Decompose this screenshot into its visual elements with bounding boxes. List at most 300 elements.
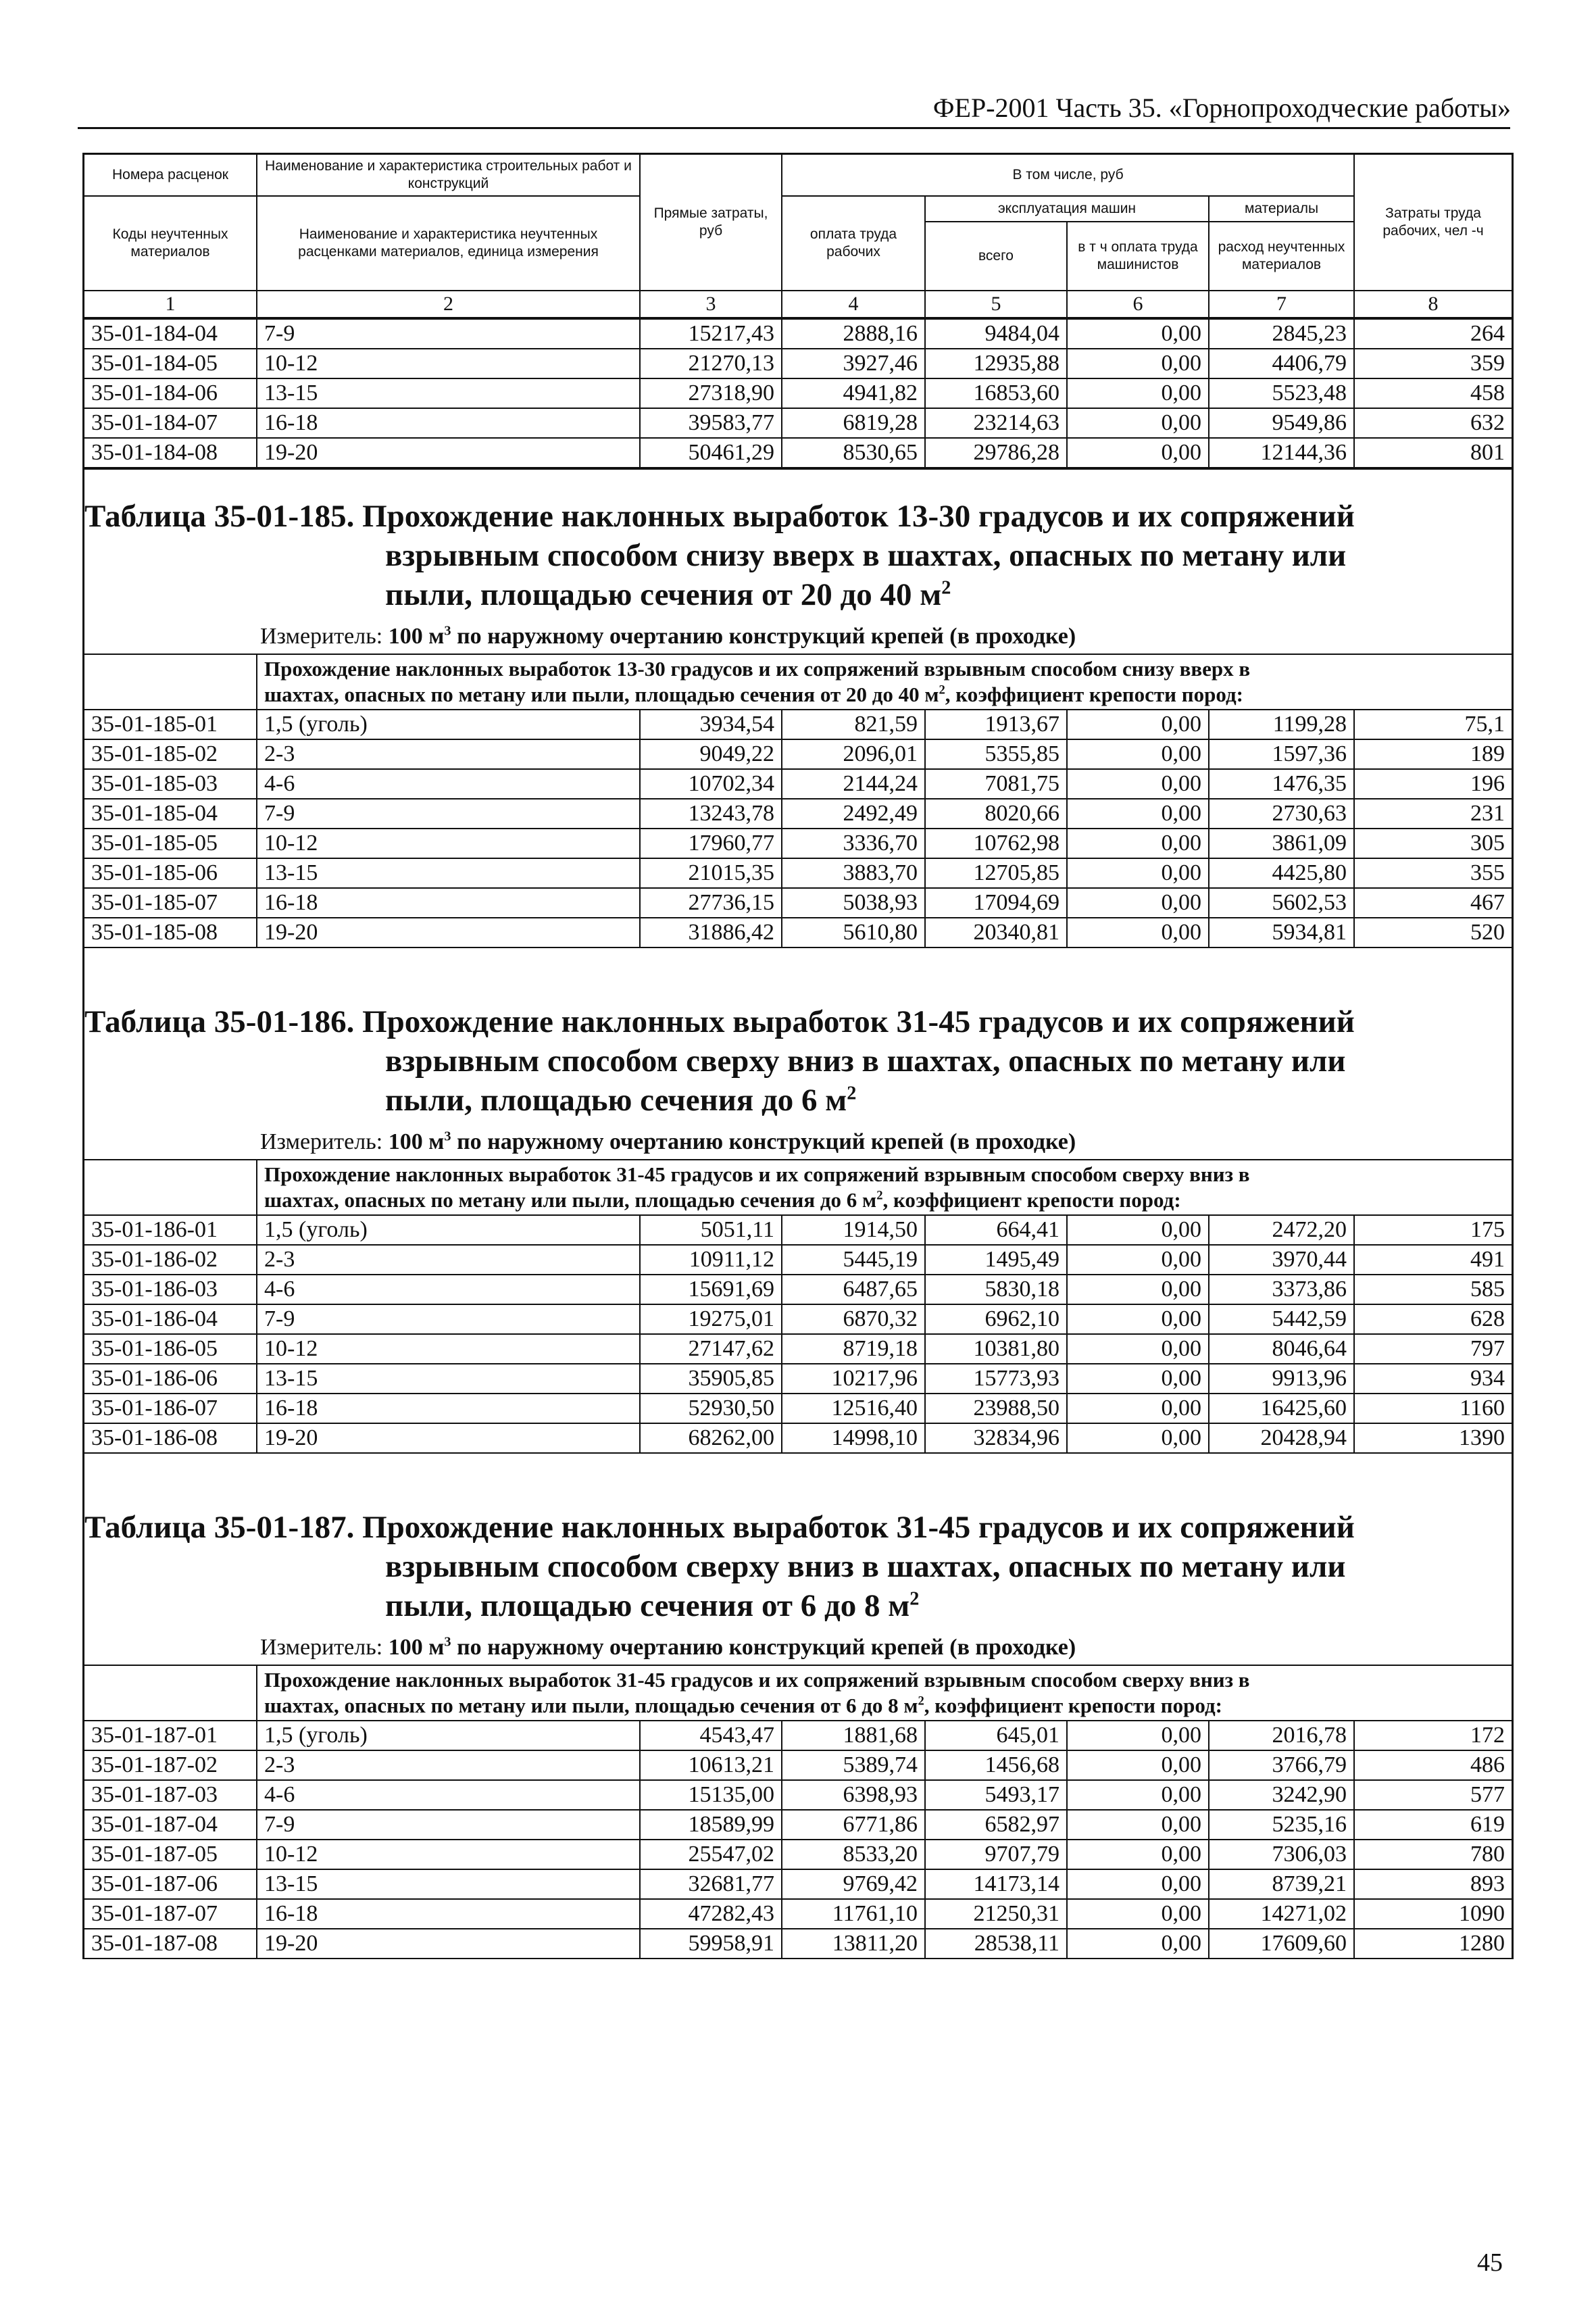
description-superscript: 2 (918, 1694, 924, 1708)
cell-machines-total: 10762,98 (925, 829, 1067, 858)
cell-material-consumption: 1597,36 (1209, 739, 1354, 769)
cell-direct-costs: 21015,35 (640, 858, 782, 888)
cell-direct-costs: 27736,15 (640, 888, 782, 918)
cell-labor-hours: 934 (1354, 1364, 1512, 1394)
cell-direct-costs: 15217,43 (640, 319, 782, 349)
cell-work-characteristic: 16-18 (257, 888, 640, 918)
cell-material-consumption: 12144,36 (1209, 438, 1354, 468)
table-35-01-184-rows (84, 318, 1512, 468)
cell-work-characteristic: 1,5 (уголь) (257, 1215, 640, 1245)
column-number: 2 (257, 291, 640, 318)
table-caption (84, 497, 1512, 614)
cell-rate-code: 35-01-186-01 (84, 1215, 257, 1245)
cell-labor-hours: 231 (1354, 799, 1512, 829)
cell-labor-hours: 585 (1354, 1275, 1512, 1304)
cell-machinist-pay: 0,00 (1067, 1869, 1209, 1899)
measure-label: Измеритель: (260, 623, 383, 649)
title-superscript: 2 (941, 576, 951, 598)
cell-machines-total: 6962,10 (925, 1304, 1067, 1334)
cell-machinist-pay: 0,00 (1067, 1780, 1209, 1810)
cell-work-characteristic: 13-15 (257, 1869, 640, 1899)
cell-rate-code: 35-01-185-02 (84, 739, 257, 769)
cell-material-consumption: 3970,44 (1209, 1245, 1354, 1275)
cell-machinist-pay: 0,00 (1067, 1721, 1209, 1750)
cell-machinist-pay: 0,00 (1067, 1304, 1209, 1334)
rate-table (84, 1159, 1512, 1454)
rate-table (84, 654, 1512, 948)
cell-direct-costs: 10613,21 (640, 1750, 782, 1780)
cell-machines-total: 5830,18 (925, 1275, 1067, 1304)
cell-machinist-pay: 0,00 (1067, 1215, 1209, 1245)
cell-material-consumption: 2845,23 (1209, 319, 1354, 349)
cell-rate-code: 35-01-185-01 (84, 710, 257, 739)
cell-material-consumption: 3242,90 (1209, 1780, 1354, 1810)
table-title-line-2: взрывным способом снизу вверх в шахтах, опасных по метану или (385, 537, 1347, 573)
description-superscript: 2 (876, 1188, 883, 1203)
table-caption (84, 1002, 1512, 1120)
cell-rate-code: 35-01-186-04 (84, 1304, 257, 1334)
cell-labor-hours: 632 (1354, 408, 1512, 438)
cell-direct-costs: 10911,12 (640, 1245, 782, 1275)
column-header (84, 153, 1512, 318)
cell-machinist-pay: 0,00 (1067, 438, 1209, 468)
cell-machinist-pay: 0,00 (1067, 1364, 1209, 1394)
cell-machinist-pay: 0,00 (1067, 858, 1209, 888)
cell-machines-total: 1495,49 (925, 1245, 1067, 1275)
cell-direct-costs: 21270,13 (640, 349, 782, 378)
cell-rate-code: 35-01-184-07 (84, 408, 257, 438)
cell-rate-code: 35-01-187-04 (84, 1810, 257, 1840)
cell-direct-costs: 47282,43 (640, 1899, 782, 1929)
section-description (257, 1160, 1512, 1215)
title-superscript: 2 (847, 1082, 857, 1104)
table-label: Таблица 35-01-185. (84, 498, 355, 534)
cell-machines-total: 28538,11 (925, 1929, 1067, 1959)
cell-material-consumption: 5442,59 (1209, 1304, 1354, 1334)
measure-unit: 100 м (388, 1129, 445, 1154)
cell-labor-hours: 172 (1354, 1721, 1512, 1750)
header-material-codes: Коды неучтенных материалов (84, 196, 257, 291)
description-line-1: Прохождение наклонных выработок 31-45 градусов и их сопряжений взрывным способом сверху вниз в (264, 1667, 1250, 1692)
cell-machines-total: 12705,85 (925, 858, 1067, 888)
cell-machines-total: 15773,93 (925, 1364, 1067, 1394)
cell-machines-total: 5493,17 (925, 1780, 1067, 1810)
cell-rate-code: 35-01-186-05 (84, 1334, 257, 1364)
cell-labor-hours: 305 (1354, 829, 1512, 858)
header-rate-numbers: Номера расценок (84, 154, 257, 197)
cell-work-characteristic: 7-9 (257, 799, 640, 829)
cell-work-characteristic: 10-12 (257, 349, 640, 378)
cell-direct-costs: 39583,77 (640, 408, 782, 438)
header-labor-pay: оплата труда рабочих (782, 196, 925, 291)
cell-labor-pay: 3336,70 (782, 829, 925, 858)
cell-rate-code: 35-01-187-06 (84, 1869, 257, 1899)
column-number: 4 (782, 291, 925, 318)
cell-rate-code: 35-01-186-02 (84, 1245, 257, 1275)
cell-machinist-pay: 0,00 (1067, 918, 1209, 947)
cell-machinist-pay: 0,00 (1067, 1929, 1209, 1959)
cell-labor-pay: 6819,28 (782, 408, 925, 438)
cell-material-consumption: 3861,09 (1209, 829, 1354, 858)
cell-labor-hours: 175 (1354, 1215, 1512, 1245)
cell-work-characteristic: 16-18 (257, 408, 640, 438)
cell-material-consumption: 2472,20 (1209, 1215, 1354, 1245)
rate-table-section (84, 468, 1512, 948)
cell-material-consumption: 5235,16 (1209, 1810, 1354, 1840)
cell-material-consumption: 3373,86 (1209, 1275, 1354, 1304)
table-row (84, 1423, 1512, 1453)
cell-direct-costs: 25547,02 (640, 1840, 782, 1869)
cell-machines-total: 17094,69 (925, 888, 1067, 918)
table-row (84, 1810, 1512, 1840)
cell-rate-code: 35-01-187-03 (84, 1780, 257, 1810)
cell-labor-hours: 797 (1354, 1334, 1512, 1364)
cell-labor-pay: 9769,42 (782, 1869, 925, 1899)
header-machines-total: всего (925, 222, 1067, 291)
cell-work-characteristic: 13-15 (257, 858, 640, 888)
table-label: Таблица 35-01-187. (84, 1509, 355, 1545)
cell-direct-costs: 50461,29 (640, 438, 782, 468)
cell-rate-code: 35-01-185-06 (84, 858, 257, 888)
cell-labor-hours: 264 (1354, 319, 1512, 349)
cell-machines-total: 645,01 (925, 1721, 1067, 1750)
cell-rate-code: 35-01-184-05 (84, 349, 257, 378)
cell-labor-pay: 3883,70 (782, 858, 925, 888)
table-title-line-1: Прохождение наклонных выработок 13-30 градусов и их сопряжений (362, 498, 1355, 534)
cell-labor-hours: 780 (1354, 1840, 1512, 1869)
table-title-line-1: Прохождение наклонных выработок 31-45 градусов и их сопряжений (362, 1004, 1355, 1039)
table-row (84, 1334, 1512, 1364)
column-number: 3 (640, 291, 782, 318)
cell-labor-hours: 1090 (1354, 1899, 1512, 1929)
measure-superscript: 3 (444, 623, 451, 639)
table-title-line-3: пыли, площадью сечения до 6 м (385, 1082, 847, 1118)
table-row (84, 739, 1512, 769)
cell-rate-code: 35-01-187-05 (84, 1840, 257, 1869)
cell-direct-costs: 35905,85 (640, 1364, 782, 1394)
cell-machines-total: 32834,96 (925, 1423, 1067, 1453)
cell-rate-code: 35-01-185-05 (84, 829, 257, 858)
cell-rate-code: 35-01-187-01 (84, 1721, 257, 1750)
table-title-line-1: Прохождение наклонных выработок 31-45 градусов и их сопряжений (362, 1509, 1355, 1545)
description-suffix: , коэффициент крепости пород: (924, 1693, 1222, 1717)
cell-material-consumption: 8046,64 (1209, 1334, 1354, 1364)
cell-machinist-pay: 0,00 (1067, 349, 1209, 378)
cell-machines-total: 1913,67 (925, 710, 1067, 739)
table-row (84, 799, 1512, 829)
rate-table (84, 1665, 1512, 1959)
cell-machines-total: 20340,81 (925, 918, 1067, 947)
cell-machinist-pay: 0,00 (1067, 1394, 1209, 1423)
cell-labor-hours: 359 (1354, 349, 1512, 378)
cell-machines-total: 664,41 (925, 1215, 1067, 1245)
cell-material-consumption: 14271,02 (1209, 1899, 1354, 1929)
cell-direct-costs: 52930,50 (640, 1394, 782, 1423)
cell-machines-total: 12935,88 (925, 349, 1067, 378)
rates-sheet (82, 153, 1514, 1959)
cell-labor-hours: 619 (1354, 1810, 1512, 1840)
table-label: Таблица 35-01-186. (84, 1004, 355, 1039)
table-row (84, 888, 1512, 918)
cell-rate-code: 35-01-185-08 (84, 918, 257, 947)
cell-labor-hours: 75,1 (1354, 710, 1512, 739)
cell-labor-hours: 491 (1354, 1245, 1512, 1275)
cell-machinist-pay: 0,00 (1067, 1810, 1209, 1840)
cell-labor-pay: 2096,01 (782, 739, 925, 769)
cell-machines-total: 1456,68 (925, 1750, 1067, 1780)
cell-material-consumption: 20428,94 (1209, 1423, 1354, 1453)
cell-labor-pay: 4941,82 (782, 378, 925, 408)
cell-labor-pay: 6771,86 (782, 1810, 925, 1840)
measure-superscript: 3 (444, 1129, 451, 1144)
cell-machines-total: 21250,31 (925, 1899, 1067, 1929)
header-work-name: Наименование и характеристика строительных работ и конструкций (257, 154, 640, 197)
cell-direct-costs: 18589,99 (640, 1810, 782, 1840)
cell-direct-costs: 5051,11 (640, 1215, 782, 1245)
cell-labor-hours: 628 (1354, 1304, 1512, 1334)
cell-machines-total: 9484,04 (925, 319, 1067, 349)
description-line-1: Прохождение наклонных выработок 31-45 градусов и их сопряжений взрывным способом сверху вниз в (264, 1162, 1250, 1186)
cell-labor-pay: 12516,40 (782, 1394, 925, 1423)
header-material-consumption: расход неучтенных материалов (1209, 222, 1354, 291)
cell-work-characteristic: 19-20 (257, 1423, 640, 1453)
cell-material-consumption: 5523,48 (1209, 378, 1354, 408)
cell-machinist-pay: 0,00 (1067, 1423, 1209, 1453)
cell-rate-code: 35-01-186-08 (84, 1423, 257, 1453)
cell-machinist-pay: 0,00 (1067, 769, 1209, 799)
cell-labor-pay: 2492,49 (782, 799, 925, 829)
cell-direct-costs: 59958,91 (640, 1929, 782, 1959)
cell-rate-code: 35-01-185-07 (84, 888, 257, 918)
description-line-1: Прохождение наклонных выработок 13-30 градусов и их сопряжений взрывным способом снизу вверх в (264, 656, 1251, 681)
cell-machines-total: 29786,28 (925, 438, 1067, 468)
column-number: 7 (1209, 291, 1354, 318)
table-title-line-3: пыли, площадью сечения от 20 до 40 м (385, 576, 942, 612)
cell-machines-total: 7081,75 (925, 769, 1067, 799)
header-including: В том числе, руб (782, 154, 1354, 197)
cell-work-characteristic: 2-3 (257, 1245, 640, 1275)
cell-labor-pay: 8533,20 (782, 1840, 925, 1869)
cell-labor-pay: 2144,24 (782, 769, 925, 799)
cell-labor-hours: 189 (1354, 739, 1512, 769)
section-description (257, 1665, 1512, 1721)
cell-direct-costs: 68262,00 (640, 1423, 782, 1453)
cell-direct-costs: 17960,77 (640, 829, 782, 858)
cell-rate-code: 35-01-185-03 (84, 769, 257, 799)
cell-direct-costs: 15135,00 (640, 1780, 782, 1810)
cell-labor-hours: 577 (1354, 1780, 1512, 1810)
cell-work-characteristic: 10-12 (257, 1840, 640, 1869)
cell-machinist-pay: 0,00 (1067, 1750, 1209, 1780)
cell-work-characteristic: 2-3 (257, 739, 640, 769)
cell-machines-total: 16853,60 (925, 378, 1067, 408)
cell-machines-total: 10381,80 (925, 1334, 1067, 1364)
table-row (84, 1869, 1512, 1899)
cell-machinist-pay: 0,00 (1067, 1334, 1209, 1364)
cell-work-characteristic: 13-15 (257, 1364, 640, 1394)
rate-table-section (84, 948, 1512, 1454)
cell-direct-costs: 19275,01 (640, 1304, 782, 1334)
measure-text: по наружному очертанию конструкций крепей (в проходке) (457, 1129, 1076, 1154)
cell-rate-code: 35-01-184-08 (84, 438, 257, 468)
header-rule (78, 127, 1510, 129)
table-row (84, 1215, 1512, 1245)
cell-labor-hours: 520 (1354, 918, 1512, 947)
cell-material-consumption: 7306,03 (1209, 1840, 1354, 1869)
table-row (84, 1899, 1512, 1929)
table-row (84, 918, 1512, 947)
cell-machines-total: 8020,66 (925, 799, 1067, 829)
table-row (84, 1364, 1512, 1394)
cell-material-consumption: 9549,86 (1209, 408, 1354, 438)
cell-labor-hours: 1160 (1354, 1394, 1512, 1423)
table-row (84, 1245, 1512, 1275)
column-number: 8 (1354, 291, 1512, 318)
cell-machinist-pay: 0,00 (1067, 1899, 1209, 1929)
cell-material-consumption: 8739,21 (1209, 1869, 1354, 1899)
cell-labor-hours: 458 (1354, 378, 1512, 408)
running-head: ФЕР-2001 Часть 35. «Горнопроходческие работы» (932, 93, 1511, 123)
cell-material-consumption: 5602,53 (1209, 888, 1354, 918)
table-row (84, 829, 1512, 858)
cell-work-characteristic: 7-9 (257, 1810, 640, 1840)
header-labor-hours: Затраты труда рабочих, чел -ч (1354, 154, 1512, 291)
cell-machines-total: 23214,63 (925, 408, 1067, 438)
table-row (84, 408, 1512, 438)
cell-material-consumption: 4425,80 (1209, 858, 1354, 888)
table-row (84, 1780, 1512, 1810)
cell-material-consumption: 4406,79 (1209, 349, 1354, 378)
description-line-2: шахтах, опасных по метану или пыли, площадью сечения до 6 м (264, 1187, 877, 1212)
cell-work-characteristic: 19-20 (257, 1929, 640, 1959)
cell-work-characteristic: 2-3 (257, 1750, 640, 1780)
measure-unit-line (84, 1125, 1512, 1159)
cell-rate-code: 35-01-186-06 (84, 1364, 257, 1394)
cell-material-consumption: 2016,78 (1209, 1721, 1354, 1750)
description-line-2: шахтах, опасных по метану или пыли, площадью сечения от 20 до 40 м (264, 682, 939, 706)
description-line-2: шахтах, опасных по метану или пыли, площадью сечения от 6 до 8 м (264, 1693, 918, 1717)
cell-material-consumption: 16425,60 (1209, 1394, 1354, 1423)
column-number: 1 (84, 291, 257, 318)
cell-machinist-pay: 0,00 (1067, 888, 1209, 918)
cell-direct-costs: 10702,34 (640, 769, 782, 799)
cell-machinist-pay: 0,00 (1067, 1245, 1209, 1275)
table-row (84, 1304, 1512, 1334)
cell-machines-total: 23988,50 (925, 1394, 1067, 1423)
cell-material-consumption: 2730,63 (1209, 799, 1354, 829)
cell-labor-hours: 486 (1354, 1750, 1512, 1780)
table-row (84, 1275, 1512, 1304)
cell-direct-costs: 4543,47 (640, 1721, 782, 1750)
cell-direct-costs: 3934,54 (640, 710, 782, 739)
table-row (84, 710, 1512, 739)
cell-labor-pay: 2888,16 (782, 319, 925, 349)
description-superscript: 2 (939, 683, 945, 697)
cell-labor-pay: 5038,93 (782, 888, 925, 918)
cell-machinist-pay: 0,00 (1067, 1840, 1209, 1869)
cell-work-characteristic: 4-6 (257, 1780, 640, 1810)
cell-machinist-pay: 0,00 (1067, 408, 1209, 438)
table-row (84, 319, 1512, 349)
cell-work-characteristic: 13-15 (257, 378, 640, 408)
measure-text: по наружному очертанию конструкций крепей (в проходке) (457, 1634, 1076, 1660)
cell-labor-hours: 467 (1354, 888, 1512, 918)
cell-work-characteristic: 16-18 (257, 1394, 640, 1423)
cell-direct-costs: 32681,77 (640, 1869, 782, 1899)
cell-material-consumption: 17609,60 (1209, 1929, 1354, 1959)
rate-table-section (84, 1454, 1512, 1959)
measure-text: по наружному очертанию конструкций крепей (в проходке) (457, 623, 1076, 649)
cell-work-characteristic: 1,5 (уголь) (257, 1721, 640, 1750)
cell-labor-pay: 14998,10 (782, 1423, 925, 1453)
measure-label: Измеритель: (260, 1129, 383, 1154)
cell-material-consumption: 3766,79 (1209, 1750, 1354, 1780)
cell-rate-code: 35-01-184-06 (84, 378, 257, 408)
cell-labor-hours: 893 (1354, 1869, 1512, 1899)
cell-work-characteristic: 4-6 (257, 1275, 640, 1304)
cell-material-consumption: 9913,96 (1209, 1364, 1354, 1394)
cell-labor-pay: 11761,10 (782, 1899, 925, 1929)
cell-work-characteristic: 7-9 (257, 319, 640, 349)
cell-labor-pay: 5610,80 (782, 918, 925, 947)
table-row (84, 1721, 1512, 1750)
cell-direct-costs: 9049,22 (640, 739, 782, 769)
cell-labor-pay: 6870,32 (782, 1304, 925, 1334)
cell-labor-hours: 355 (1354, 858, 1512, 888)
header-materials: материалы (1209, 196, 1354, 222)
cell-direct-costs: 13243,78 (640, 799, 782, 829)
cell-machinist-pay: 0,00 (1067, 378, 1209, 408)
table-row (84, 438, 1512, 468)
cell-work-characteristic: 7-9 (257, 1304, 640, 1334)
page-number: 45 (1477, 2248, 1503, 2277)
cell-work-characteristic: 19-20 (257, 918, 640, 947)
header-material-name: Наименование и характеристика неучтенных расценками материалов, единица измерения (257, 196, 640, 291)
column-number: 5 (925, 291, 1067, 318)
cell-rate-code: 35-01-187-07 (84, 1899, 257, 1929)
cell-work-characteristic: 1,5 (уголь) (257, 710, 640, 739)
table-row (84, 378, 1512, 408)
cell-machines-total: 6582,97 (925, 1810, 1067, 1840)
cell-labor-pay: 6487,65 (782, 1275, 925, 1304)
cell-labor-hours: 801 (1354, 438, 1512, 468)
cell-machines-total: 5355,85 (925, 739, 1067, 769)
cell-machines-total: 9707,79 (925, 1840, 1067, 1869)
cell-labor-pay: 8719,18 (782, 1334, 925, 1364)
cell-machines-total: 14173,14 (925, 1869, 1067, 1899)
measure-unit: 100 м (388, 623, 445, 649)
cell-rate-code: 35-01-187-08 (84, 1929, 257, 1959)
cell-labor-pay: 821,59 (782, 710, 925, 739)
cell-rate-code: 35-01-186-07 (84, 1394, 257, 1423)
cell-direct-costs: 31886,42 (640, 918, 782, 947)
table-row (84, 1394, 1512, 1423)
cell-rate-code: 35-01-184-04 (84, 319, 257, 349)
cell-material-consumption: 1476,35 (1209, 769, 1354, 799)
table-row (84, 1929, 1512, 1959)
cell-labor-pay: 1914,50 (782, 1215, 925, 1245)
cell-machinist-pay: 0,00 (1067, 1275, 1209, 1304)
cell-direct-costs: 15691,69 (640, 1275, 782, 1304)
cell-work-characteristic: 10-12 (257, 1334, 640, 1364)
measure-label: Измеритель: (260, 1634, 383, 1660)
section-description (257, 654, 1512, 710)
cell-labor-pay: 8530,65 (782, 438, 925, 468)
cell-labor-pay: 5445,19 (782, 1245, 925, 1275)
cell-labor-hours: 1280 (1354, 1929, 1512, 1959)
table-row (84, 769, 1512, 799)
cell-machinist-pay: 0,00 (1067, 829, 1209, 858)
